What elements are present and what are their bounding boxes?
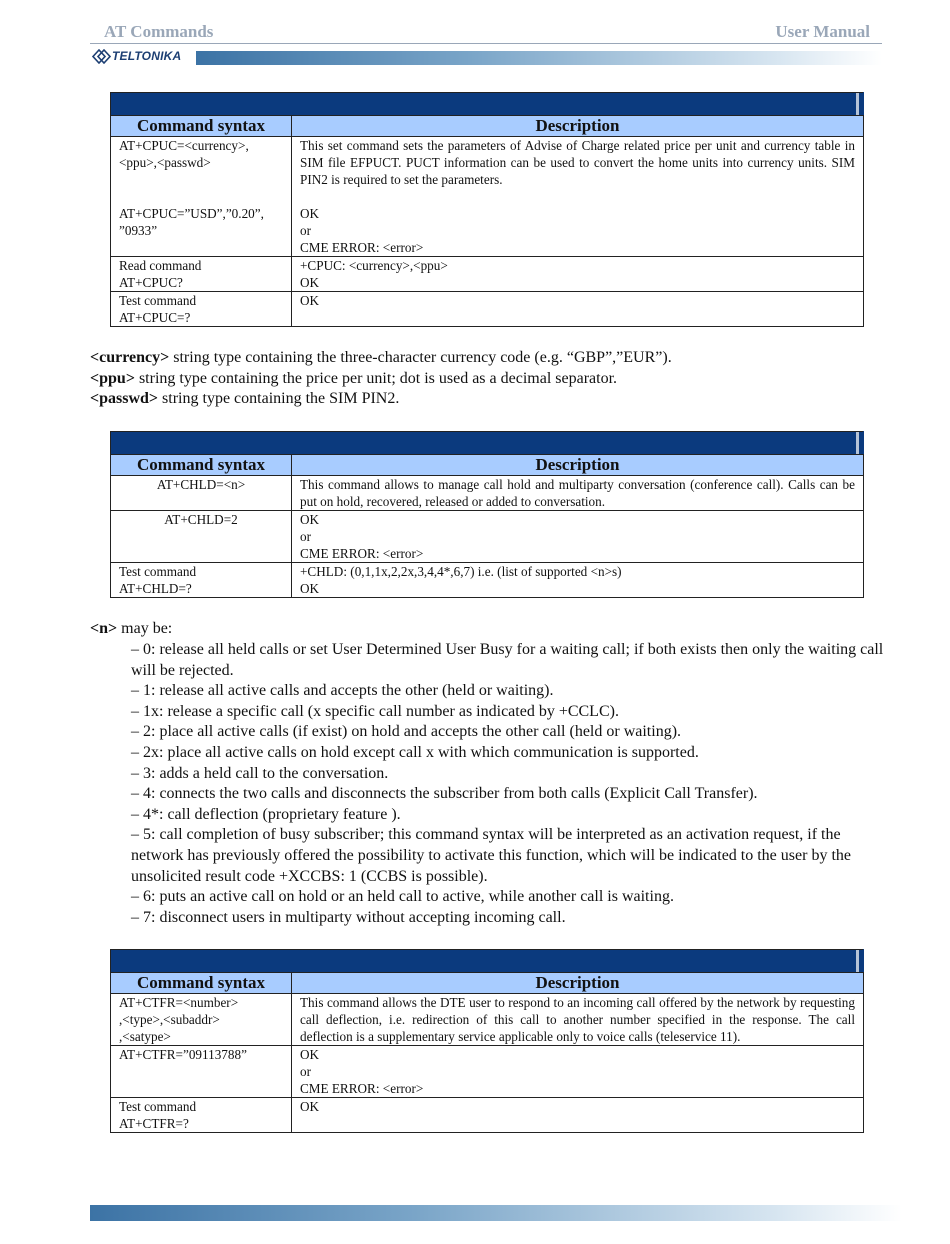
list-item: – 5: call completion of busy subscriber; this command syntax will be interpreted as an activation request, if the network has previously offered the possibility to activate this function, which will be indicated to the user by the unsolicited result code +XCCBS: 1 (CCBS is possible).: [131, 826, 851, 885]
test-command-label: Test command: [119, 564, 197, 579]
response-error: CME ERROR: <error>: [300, 240, 424, 255]
read-response: +CPUC: <currency>,<ppu>: [300, 258, 448, 273]
response-or: or: [300, 223, 311, 238]
list-item: – 4: connects the two calls and disconnects the subscriber from both calls (Explicit Call Transfer).: [131, 785, 758, 803]
header-gradient-bar: [196, 51, 882, 65]
table-row: [111, 257, 864, 292]
list-item: – 6: puts an active call on hold or an held call to active, while another call is waiting.: [131, 888, 674, 906]
param-passwd: <passwd> string type containing the SIM PIN2.: [90, 390, 400, 408]
syntax-cell: AT+CPUC=<currency>, <ppu>,<passwd>: [119, 138, 249, 170]
param-currency: <currency> string type containing the three-character currency code (e.g. “GBP”,”EUR”).: [90, 349, 672, 366]
test-command-syntax: AT+CHLD=?: [119, 581, 192, 596]
table-row: [111, 1098, 864, 1133]
test-response: OK: [300, 293, 320, 308]
table-title-bar: [111, 950, 864, 973]
col-header-description: Description: [292, 973, 864, 994]
table-row: [111, 563, 864, 598]
list-item: – 4*: call deflection (proprietary feature ).: [131, 805, 401, 823]
table-row: [111, 292, 864, 327]
header-title: AT Commands: [104, 22, 214, 41]
col-header-syntax: Command syntax: [111, 455, 292, 476]
table-row: [111, 1046, 864, 1098]
test-command-label: Test command: [119, 1099, 197, 1114]
table-title-bar: [111, 93, 864, 116]
table-row: [111, 511, 864, 563]
logo-text: TELTONIKA: [112, 49, 182, 63]
list-item: – 2: place all active calls (if exist) on hold and accepts the other call (held or waiting).: [131, 723, 682, 741]
n-values-list: [131, 640, 889, 928]
logo-mark-icon: [92, 49, 112, 64]
header-rule: [90, 43, 882, 44]
response-error: CME ERROR: <error>: [300, 1081, 424, 1096]
table-row: [111, 476, 864, 511]
example-cell: AT+CPUC=”USD”,”0.20”, ”0933”: [119, 206, 264, 238]
list-item: – 1: release all active calls and accepts the other (held or waiting).: [131, 682, 554, 700]
cpuc-command-table: [110, 92, 864, 327]
test-command-syntax: AT+CPUC=?: [119, 310, 191, 325]
read-response-ok: OK: [300, 275, 320, 290]
cpuc-parameters: [90, 348, 890, 410]
test-response: OK: [300, 1099, 320, 1114]
description-cell: This command allows the DTE user to respond to an incoming call offered by the network by requesting call deflection, i.e. redirection of this call to another number specified in the response. The call deflection is a supplementary service applicable only to voice calls (teleservice 11).: [292, 994, 864, 1046]
footer-gradient-bar: [90, 1205, 902, 1221]
syntax-cell: AT+CTFR=<number>: [119, 995, 239, 1010]
list-item: – 1x: release a specific call (x specific call number as indicated by +CCLC).: [131, 702, 619, 720]
syntax-cell: AT+CHLD=<n>: [111, 476, 292, 511]
chld-command-table: [110, 431, 864, 598]
table-row: [111, 137, 864, 257]
response-ok: OK: [300, 512, 320, 527]
description-cell: This command allows to manage call hold and multiparty conversation (conference call). Calls can be put on hold, recovered, released or added to conversation.: [292, 476, 864, 511]
response-or: or: [300, 529, 311, 544]
list-item: – 3: adds a held call to the conversation.: [131, 764, 389, 782]
n-intro: <n> may be:: [90, 620, 173, 637]
col-header-description: Description: [292, 455, 864, 476]
header-doc-type: User Manual: [775, 22, 870, 41]
test-command-syntax: AT+CTFR=?: [119, 1116, 189, 1131]
param-ppu: <ppu> string type containing the price per unit; dot is used as a decimal separator.: [90, 369, 618, 387]
test-response: +CHLD: (0,1,1x,2,2x,3,4,4*,6,7) i.e. (list of supported <n>s): [300, 564, 622, 579]
list-item: – 0: release all held calls or set User Determined User Busy for a waiting call; if both exists then only the waiting call will be rejected.: [131, 641, 884, 679]
teltonika-logo: [92, 49, 192, 64]
example-cell: AT+CTFR=”09113788”: [111, 1046, 292, 1098]
read-command-syntax: AT+CPUC?: [119, 275, 183, 290]
table-title-bar: [111, 432, 864, 455]
ctfr-command-table: [110, 949, 864, 1133]
syntax-cell-3: ,<satype>: [119, 1029, 171, 1044]
table-row: [111, 994, 864, 1046]
response-error: CME ERROR: <error>: [300, 546, 424, 561]
read-command-label: Read command: [119, 258, 202, 273]
col-header-description: Description: [292, 116, 864, 137]
response-ok: OK: [300, 206, 320, 221]
response-ok: OK: [300, 1047, 320, 1062]
response-or: or: [300, 1064, 311, 1079]
list-item: – 7: disconnect users in multiparty without accepting incoming call.: [131, 908, 566, 926]
test-response-ok: OK: [300, 581, 320, 596]
list-item: – 2x: place all active calls on hold except call x with which communication is supported.: [131, 743, 699, 761]
example-cell: AT+CHLD=2: [111, 511, 292, 563]
test-command-label: Test command: [119, 293, 197, 308]
description-cell: This set command sets the parameters of Advise of Charge related price per unit and currency table in SIM file EFPUCT. PUCT information can be used to convert the home units into currency units. SIM PIN2 is required to set the parameters.: [300, 138, 855, 187]
col-header-syntax: Command syntax: [111, 116, 292, 137]
syntax-cell-2: ,<type>,<subaddr>: [119, 1012, 220, 1027]
col-header-syntax: Command syntax: [111, 973, 292, 994]
